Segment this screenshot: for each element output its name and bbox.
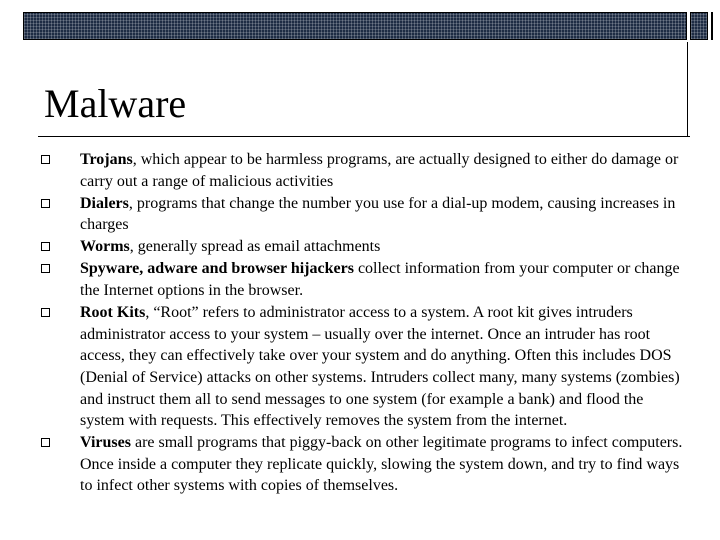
bullet-box-icon xyxy=(40,302,80,324)
bullet-text xyxy=(80,149,690,192)
bullet-item-root-kits xyxy=(40,302,690,432)
bullet-text xyxy=(80,432,690,497)
bullet-text xyxy=(80,258,690,301)
bullet-text xyxy=(80,193,690,236)
bullet-box-icon xyxy=(40,432,80,454)
bullet-text xyxy=(80,236,690,258)
bullet-term: Dialers xyxy=(80,194,129,212)
bullet-description: , “Root” refers to administrator access to a system. A root kit gives intruders administrator access to your system – usually over the internet. Once an intruder has root access, they can effectively take over your system and do anything. Often this includes DOS (Denial of Service) attacks on other systems. Intruders collect many, many systems (zombies) and instruct them all to send messages to one system (for example a bank) and flood the system with requests. This effectively removes the system from the internet. xyxy=(80,304,680,430)
bullet-description: collect information from your computer or change the Internet options in the browser. xyxy=(80,260,680,300)
banner-end-block xyxy=(690,12,708,40)
bullet-item-worms xyxy=(40,236,690,258)
bullet-box-icon xyxy=(40,236,80,258)
banner-end-strip xyxy=(711,12,713,40)
bullet-description: , programs that change the number you use for a dial-up modem, causing increases in charges xyxy=(80,194,676,234)
title-divider xyxy=(38,136,690,137)
bullet-term: Root Kits xyxy=(80,304,146,322)
bullet-item-viruses xyxy=(40,432,690,497)
bullet-item-trojans xyxy=(40,149,690,192)
bullet-term: Spyware, adware and browser hijackers xyxy=(80,260,354,278)
bullet-description: , generally spread as email attachments xyxy=(129,238,381,256)
bullet-box-icon xyxy=(40,193,80,215)
slide-title: Malware xyxy=(44,81,187,126)
bullet-box-icon xyxy=(40,149,80,171)
banner-bar xyxy=(23,12,687,40)
bullet-item-spyware xyxy=(40,258,690,301)
decorative-banner xyxy=(23,12,713,42)
bullet-description: , which appear to be harmless programs, are actually designed to either do damage or carry out a range of malicious activities xyxy=(80,151,679,190)
bullet-term: Viruses xyxy=(80,434,131,452)
bullet-term: Worms xyxy=(80,238,130,256)
bullet-item-dialers xyxy=(40,193,690,236)
bullet-term: Trojans xyxy=(80,151,133,168)
vertical-rule xyxy=(687,42,688,137)
bullet-description: are small programs that piggy-back on other legitimate programs to infect computers. Once inside a computer they replicate quickly, slowing the system down, and try to find ways to infect other systems with copies of themselves. xyxy=(80,434,683,495)
bullet-list xyxy=(40,149,690,498)
bullet-box-icon xyxy=(40,258,80,280)
bullet-text xyxy=(80,302,690,432)
